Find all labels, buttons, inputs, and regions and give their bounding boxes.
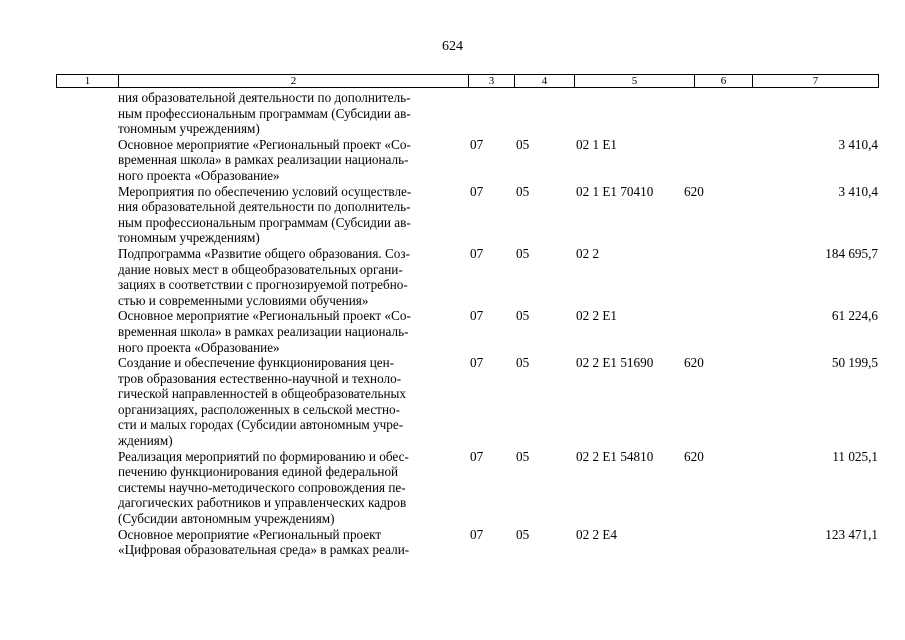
row-amount: 3 410,4 — [838, 136, 878, 152]
row-name-line: тров образования естественно-научной и техноло- — [118, 370, 402, 386]
table-row — [56, 137, 878, 184]
row-name — [118, 184, 452, 246]
row-name-line: Основное мероприятие «Региональный проект «Со- — [118, 308, 411, 324]
row-subsection: 05 — [516, 245, 530, 261]
row-amount: 61 224,6 — [831, 308, 878, 324]
row-name-line: тономным учреждениям) — [118, 230, 260, 246]
row-section: 07 — [470, 136, 484, 152]
table-row — [56, 355, 878, 449]
table-row — [56, 246, 878, 308]
row-name-line: ного проекта «Образование» — [118, 167, 280, 183]
row-amount: 50 199,5 — [831, 355, 878, 371]
row-name-line: «Цифровая образовательная среда» в рамках реали- — [118, 542, 410, 558]
row-name-line: ждениям) — [118, 433, 173, 449]
budget-table-body — [56, 90, 878, 558]
table-row — [56, 527, 878, 558]
row-name-line: ным профессиональным программам (Субсидии ав- — [118, 105, 411, 121]
row-subsection: 05 — [516, 136, 530, 152]
row-name-line: Основное мероприятие «Региональный проект «Со- — [118, 136, 411, 152]
row-name-line: гической направленностей в общеобразовательных — [118, 386, 407, 402]
column-number-header — [56, 74, 879, 88]
row-name-line: системы научно-методического сопровождения пе- — [118, 479, 406, 495]
header-row — [57, 75, 879, 88]
row-name-line: временная школа» в рамках реализации националь- — [118, 152, 409, 168]
header-col-6: 6 — [695, 75, 753, 88]
row-name-line: (Субсидии автономным учреждениям) — [118, 511, 335, 527]
row-name-line: временная школа» в рамках реализации националь- — [118, 323, 409, 339]
row-name — [118, 355, 452, 449]
row-subsection: 05 — [516, 448, 530, 464]
row-name-line: сти и малых городах (Субсидии автономным учре- — [118, 417, 404, 433]
row-target-article: 02 1 E1 — [576, 136, 618, 152]
row-name-line: ного проекта «Образование» — [118, 339, 280, 355]
row-name-line: дание новых мест в общеобразовательных органи- — [118, 261, 403, 277]
row-subsection: 05 — [516, 526, 530, 542]
row-subsection: 05 — [516, 355, 530, 371]
header-col-4: 4 — [515, 75, 575, 88]
row-target-article: 02 1 E1 70410 — [576, 183, 654, 199]
row-subsection: 05 — [516, 183, 530, 199]
row-section: 07 — [470, 308, 484, 324]
row-name — [118, 308, 452, 355]
row-expense-type: 620 — [684, 448, 704, 464]
row-name-line: зациях в соответствии с прогнозируемой потребно- — [118, 277, 408, 293]
row-amount: 123 471,1 — [825, 526, 878, 542]
header-col-2: 2 — [119, 75, 469, 88]
row-name-line: тономным учреждениям) — [118, 121, 260, 137]
header-col-5: 5 — [575, 75, 695, 88]
row-section: 07 — [470, 355, 484, 371]
page-number: 624 — [442, 39, 463, 54]
row-name-line: дагогических работников и управленческих кадров — [118, 495, 407, 511]
row-target-article: 02 2 E1 54810 — [576, 448, 654, 464]
row-expense-type: 620 — [684, 183, 704, 199]
row-name — [118, 90, 452, 137]
row-section: 07 — [470, 183, 484, 199]
row-name-line: организациях, расположенных в сельской местно- — [118, 401, 400, 417]
row-name-line: ния образовательной деятельности по дополнитель- — [118, 90, 411, 105]
header-col-7: 7 — [753, 75, 879, 88]
row-section: 07 — [470, 448, 484, 464]
table-row — [56, 449, 878, 527]
row-name-line: стью и современными условиями обучения» — [118, 292, 369, 308]
row-name-line: ным профессиональным программам (Субсидии ав- — [118, 214, 411, 230]
row-target-article: 02 2 E4 — [576, 526, 618, 542]
table-row — [56, 308, 878, 355]
row-name-line: Основное мероприятие «Региональный проект — [118, 526, 382, 542]
row-name-line: Мероприятия по обеспечению условий осуществле- — [118, 183, 412, 199]
row-target-article: 02 2 E1 — [576, 308, 618, 324]
row-amount: 3 410,4 — [838, 183, 878, 199]
row-name-line: ния образовательной деятельности по дополнитель- — [118, 199, 411, 215]
table-row — [56, 184, 878, 246]
row-subsection: 05 — [516, 308, 530, 324]
row-name — [118, 246, 452, 308]
row-section: 07 — [470, 245, 484, 261]
row-amount: 184 695,7 — [825, 245, 878, 261]
row-name — [118, 527, 452, 558]
row-target-article: 02 2 — [576, 245, 600, 261]
row-expense-type: 620 — [684, 355, 704, 371]
row-name-line: Реализация мероприятий по формированию и обес- — [118, 448, 409, 464]
row-name-line: Создание и обеспечение функционирования цен- — [118, 355, 395, 371]
row-amount: 11 025,1 — [832, 448, 878, 464]
row-name — [118, 449, 452, 527]
row-name-line: печению функционирования единой федеральной — [118, 464, 399, 480]
table-row — [56, 90, 878, 137]
row-name — [118, 137, 452, 184]
row-section: 07 — [470, 526, 484, 542]
header-col-1: 1 — [57, 75, 119, 88]
header-col-3: 3 — [469, 75, 515, 88]
row-target-article: 02 2 E1 51690 — [576, 355, 654, 371]
row-name-line: Подпрограмма «Развитие общего образования. Соз- — [118, 245, 410, 261]
